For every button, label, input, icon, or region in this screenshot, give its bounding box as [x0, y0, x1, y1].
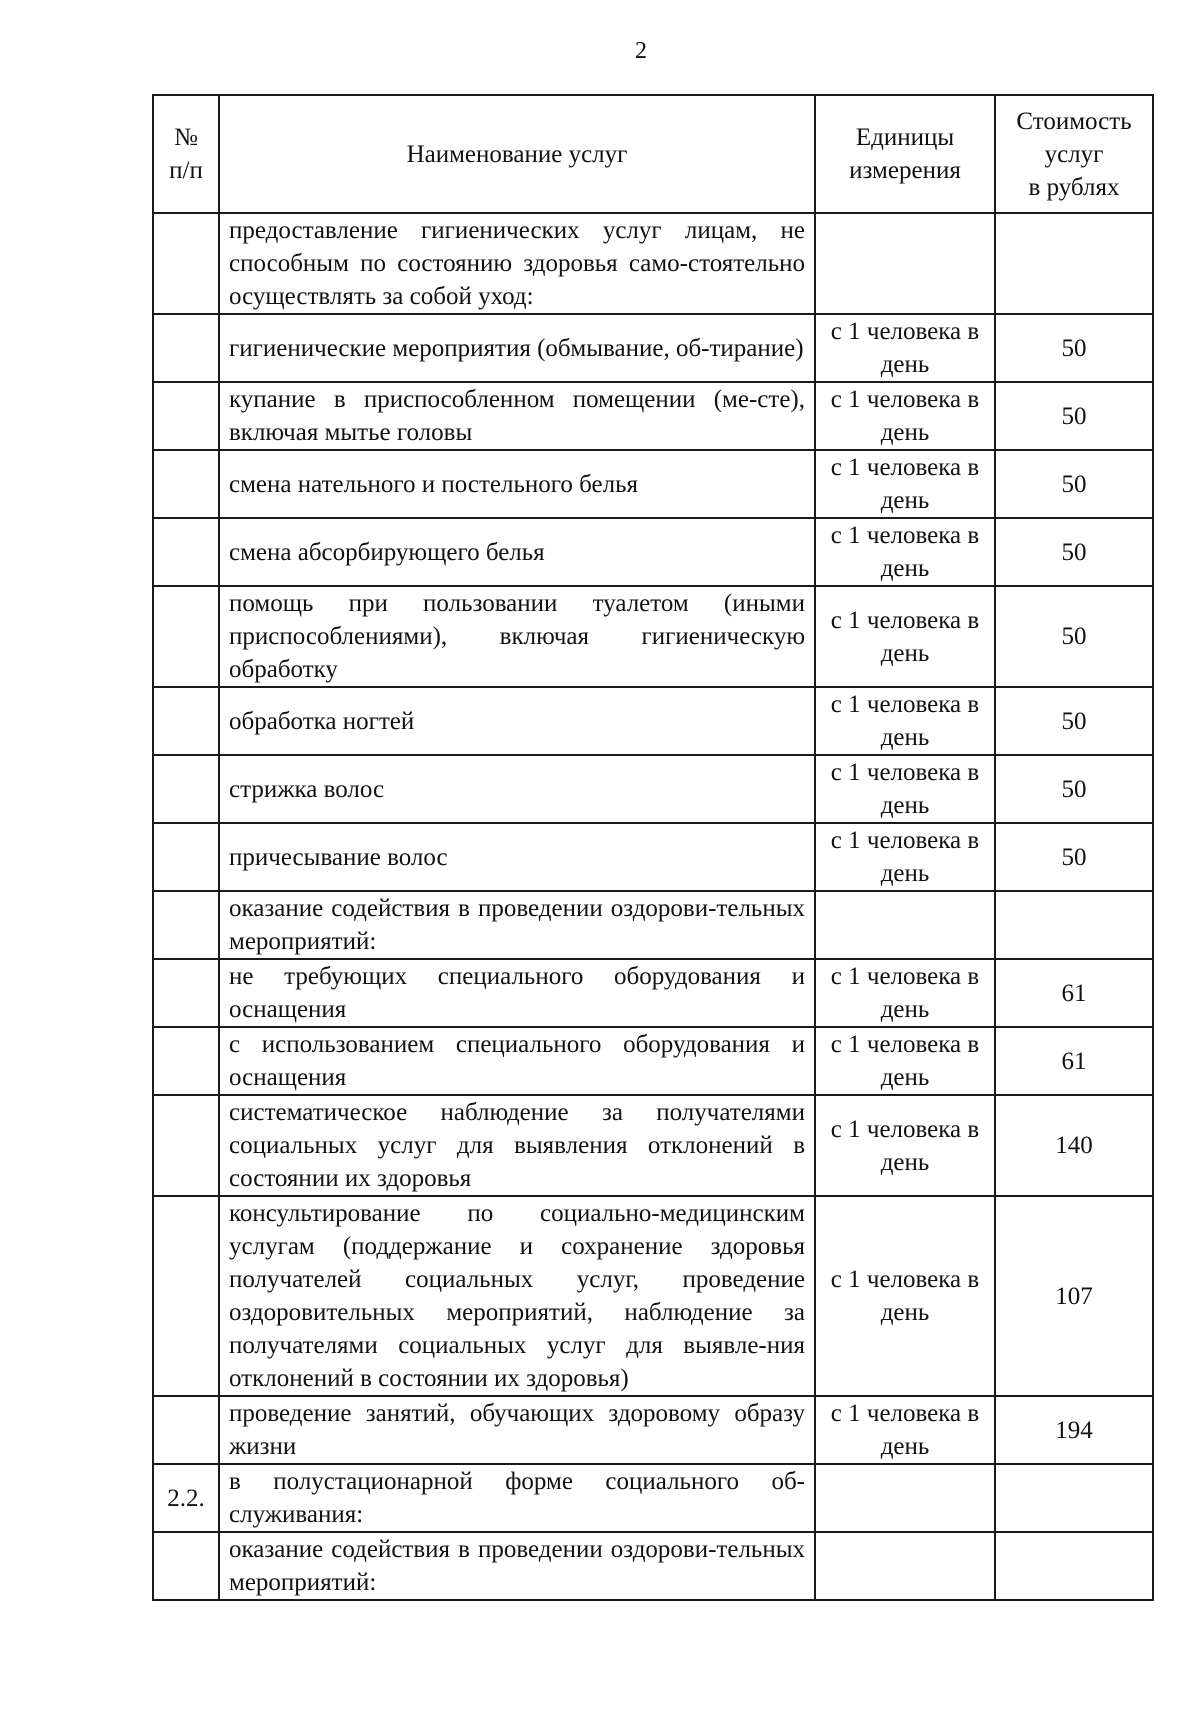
row-number-cell	[153, 586, 219, 687]
unit-cell: с 1 человека в день	[815, 755, 995, 823]
table-row	[153, 518, 1153, 586]
services-price-table	[152, 94, 1154, 1601]
price-cell: 50	[995, 755, 1153, 823]
table-row	[153, 1532, 1153, 1600]
price-cell: 50	[995, 518, 1153, 586]
page-number: 2	[635, 38, 647, 64]
unit-cell: с 1 человека в день	[815, 450, 995, 518]
row-number-cell	[153, 213, 219, 314]
unit-cell: с 1 человека в день	[815, 1396, 995, 1464]
service-name-cell: оказание содействия в проведении оздорови-тельных мероприятий:	[219, 891, 815, 959]
service-name-cell: стрижка волос	[219, 755, 815, 823]
price-cell: 140	[995, 1095, 1153, 1196]
price-cell: 50	[995, 823, 1153, 891]
unit-cell: с 1 человека в день	[815, 959, 995, 1027]
unit-cell	[815, 891, 995, 959]
unit-cell	[815, 1532, 995, 1600]
unit-cell: с 1 человека в день	[815, 518, 995, 586]
service-name-cell: не требующих специального оборудования и оснащения	[219, 959, 815, 1027]
row-number-cell	[153, 382, 219, 450]
unit-cell: с 1 человека в день	[815, 382, 995, 450]
unit-cell: с 1 человека в день	[815, 1095, 995, 1196]
header-price: Стоимость услуг в рублях	[995, 95, 1153, 213]
service-name-cell: проведение занятий, обучающих здоровому образу жизни	[219, 1396, 815, 1464]
row-number-cell	[153, 1396, 219, 1464]
table-row	[153, 1027, 1153, 1095]
price-cell: 194	[995, 1396, 1153, 1464]
unit-cell: с 1 человека в день	[815, 687, 995, 755]
price-cell: 50	[995, 450, 1153, 518]
table-row	[153, 959, 1153, 1027]
table-row	[153, 891, 1153, 959]
row-number-cell	[153, 891, 219, 959]
table-row	[153, 755, 1153, 823]
table-row	[153, 687, 1153, 755]
service-name-cell: консультирование по социально-медицинским услугам (поддержание и сохранение здоровья получателей социальных услуг, проведение оздоровительных мероприятий, наблюдение за получателями социальных услуг для выявле-ния отклонений в состоянии их здоровья)	[219, 1196, 815, 1396]
unit-cell: с 1 человека в день	[815, 1027, 995, 1095]
price-cell: 61	[995, 959, 1153, 1027]
table-row	[153, 1196, 1153, 1396]
header-name: Наименование услуг	[219, 95, 815, 213]
service-name-cell: с использованием специального оборудования и оснащения	[219, 1027, 815, 1095]
service-name-cell: предоставление гигиенических услуг лицам, не способным по состоянию здоровья само-стоятельно осуществлять за собой уход:	[219, 213, 815, 314]
price-cell	[995, 1532, 1153, 1600]
price-cell: 61	[995, 1027, 1153, 1095]
price-cell	[995, 891, 1153, 959]
service-name-cell: гигиенические мероприятия (обмывание, об-тирание)	[219, 314, 815, 382]
row-number-cell	[153, 959, 219, 1027]
row-number-cell	[153, 314, 219, 382]
unit-cell: с 1 человека в день	[815, 1196, 995, 1396]
unit-cell: с 1 человека в день	[815, 314, 995, 382]
header-unit: Единицы измерения	[815, 95, 995, 213]
service-name-cell: смена абсорбирующего белья	[219, 518, 815, 586]
table-row	[153, 382, 1153, 450]
row-number-cell	[153, 1196, 219, 1396]
price-cell	[995, 213, 1153, 314]
service-name-cell: оказание содействия в проведении оздорови-тельных мероприятий:	[219, 1532, 815, 1600]
row-number-cell	[153, 1027, 219, 1095]
table-row	[153, 314, 1153, 382]
service-name-cell: купание в приспособленном помещении (ме-сте), включая мытье головы	[219, 382, 815, 450]
header-num: № п/п	[153, 95, 219, 213]
unit-cell	[815, 1464, 995, 1532]
table-body	[153, 213, 1153, 1600]
unit-cell: с 1 человека в день	[815, 823, 995, 891]
price-cell: 50	[995, 314, 1153, 382]
service-name-cell: в полустационарной форме социального об-служивания:	[219, 1464, 815, 1532]
service-name-cell: причесывание волос	[219, 823, 815, 891]
price-cell: 50	[995, 687, 1153, 755]
table-header-row	[153, 95, 1153, 213]
price-cell	[995, 1464, 1153, 1532]
row-number-cell	[153, 450, 219, 518]
row-number-cell	[153, 1532, 219, 1600]
table-row	[153, 1095, 1153, 1196]
table-row	[153, 213, 1153, 314]
row-number-cell	[153, 1095, 219, 1196]
service-name-cell: систематическое наблюдение за получателями социальных услуг для выявления отклонений в состоянии их здоровья	[219, 1095, 815, 1196]
table-row	[153, 1464, 1153, 1532]
price-cell: 107	[995, 1196, 1153, 1396]
row-number-cell	[153, 755, 219, 823]
table-row	[153, 586, 1153, 687]
service-name-cell: смена нательного и постельного белья	[219, 450, 815, 518]
price-cell: 50	[995, 382, 1153, 450]
unit-cell: с 1 человека в день	[815, 586, 995, 687]
table-row	[153, 1396, 1153, 1464]
row-number-cell	[153, 518, 219, 586]
table-row	[153, 823, 1153, 891]
row-number-cell	[153, 687, 219, 755]
table-row	[153, 450, 1153, 518]
price-cell: 50	[995, 586, 1153, 687]
service-name-cell: обработка ногтей	[219, 687, 815, 755]
service-name-cell: помощь при пользовании туалетом (иными приспособлениями), включая гигиеническую обработку	[219, 586, 815, 687]
unit-cell	[815, 213, 995, 314]
row-number-cell: 2.2.	[153, 1464, 219, 1532]
row-number-cell	[153, 823, 219, 891]
